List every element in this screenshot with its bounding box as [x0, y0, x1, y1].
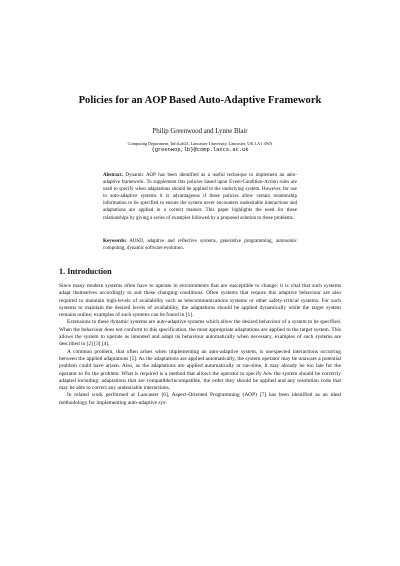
intro-paragraph-2: Extensions to these dynamic systems are auto-adaptive systems which allow the desired behaviour of a system to be specified. When the behaviour does not conform to this specification, the most appropriate adaptations are applied to the target system. This allows the system to operate as intended and adapt its behaviour automatically when necessary, examples of such systems are described in [2] [3] [4]. — [59, 319, 341, 348]
emphasis-how: how — [263, 370, 273, 377]
intro-paragraph-3-end: the system should be correctly adapted including: adaptations that are compatible/incompatible, the order they should be applied and any resolution code that may be able to correct any undesirable interactions. — [59, 370, 341, 392]
keywords-text: AOSD, adaptive and reflective systems, generative programming, autonomic computing, dynamic software evolution. — [103, 239, 297, 252]
introduction-body — [59, 283, 341, 407]
intro-paragraph-3-start: A common problem, that often arises when implementing an auto-adaptive system, is unexpected interactions occurring between the applied adaptations [5]. As the adaptations are applied automatically, the system operator may be unaware a potential problem could have arisen. Also, as the adaptations are applied automatically at run-time, it may already be too late for the operator to fix the problem. What is required is a method that allows the operator to specify — [59, 348, 341, 377]
paper-affiliation: Computing Department, InfoLab21, Lancaster University, Lancaster, UK LA1 4WA — [127, 141, 273, 146]
abstract-label: Abstract. — [103, 173, 123, 178]
intro-paragraph-3 — [59, 349, 341, 393]
intro-paragraph-4: In related work performed at Lancaster [6], Aspect-Oriented Programming (AOP) [7] has been identified as an ideal methodology for implementing auto-adaptive sys- — [59, 392, 341, 406]
paper-email: {greenwop,lb}@comp.lancs.ac.uk — [151, 147, 249, 153]
abstract-text: Dynamic AOP has been identified as a useful technique to implement an auto-adaptive framework. To supplement this policies based upon Event-Condition-Action rules are used to specify when adaptations should be applied to the underlying system. However, for use in auto-adaptive systems it is advantageous if these policies allow certain relationship information to be specified to ensure the system never encounters undesirable interactions and adaptations are applied in a correct manner. This paper highlights the need for these relationships by giving a series of examples followed by a proposed solution to these problems. — [103, 173, 297, 221]
intro-paragraph-1: Since many modern systems often have to operate in environments that are susceptible to change; it is vital that such systems adapt themselves accordingly to suit these changing conditions. Often systems that require this adaptive behaviour are also required to maintain high-levels of availability such as telecommunications systems or other safety-critical systems. For such systems to maintain the desired levels of availability, the adaptations should be applied dynamically while the target system remains online; examples of such systems can be found in [1]. — [59, 283, 341, 319]
paper-title: Policies for an AOP Based Auto-Adaptive Framework — [78, 95, 322, 106]
paper-authors: Philip Greenwood and Lynne Blair — [152, 128, 248, 135]
keywords-block — [103, 238, 297, 252]
abstract-block — [103, 172, 297, 222]
keywords-label: Keywords: — [103, 239, 127, 244]
section-heading-introduction: 1. Introduction — [59, 267, 112, 276]
